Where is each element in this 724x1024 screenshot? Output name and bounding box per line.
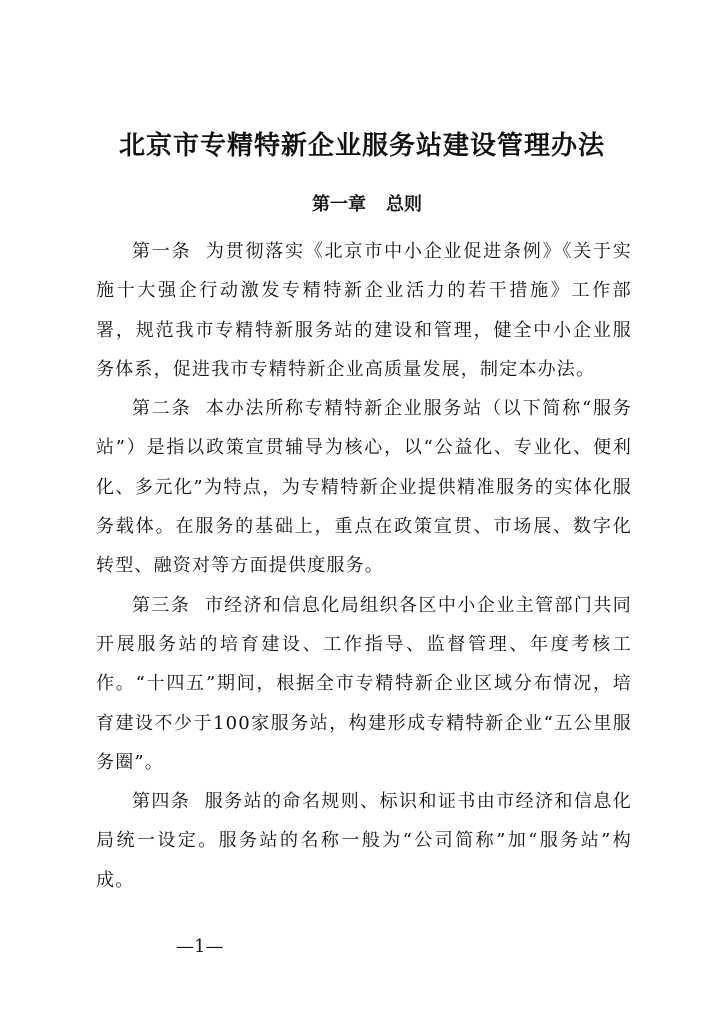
page-number: —1— xyxy=(176,936,224,957)
article-text: 为贯彻落实《北京市中小企业促进条例》《关于实施十大强企行动激发专精特新企业活力的若干措施》工作部署，规范我市专精特新服务站的建设和管理，健全中小企业服务体系，促进我市专精特新企业高质量发展，制定本办法。 xyxy=(96,241,632,380)
article-text: 本办法所称专精特新企业服务站（以下简称“服务站”）是指以政策宣贯辅导为核心，以“公益化、专业化、便利化、多元化”为特点，为专精特新企业提供精准服务的实体化服务载体。在服务的基础上，重点在政策宣贯、市场展、数字化转型、融资对等方面提供度服务。 xyxy=(96,398,632,577)
chapter-name: 总则 xyxy=(386,194,422,215)
article-text: 服务站的命名规则、标识和证书由市经济和信息化局统一设定。服务站的名称一般为“公司简称”加“服务站”构成。 xyxy=(96,791,632,891)
article-text: 市经济和信息化局组织各区中小企业主管部门共同开展服务站的培育建设、工作指导、监督管理、年度考核工作。“十四五”期间，根据全市专精特新企业区域分布情况，培育建设不少于100家服务站，构建形成专精特新企业“五公里服务圈”。 xyxy=(96,594,632,773)
article-3 xyxy=(96,586,632,782)
article-number: 第四条 xyxy=(132,791,191,813)
chapter-number: 第一章 xyxy=(312,194,366,215)
article-1 xyxy=(96,232,632,389)
article-number: 第二条 xyxy=(132,398,192,420)
chapter-heading xyxy=(0,192,724,218)
article-number: 第三条 xyxy=(132,594,191,616)
article-2 xyxy=(96,389,632,585)
article-number: 第一条 xyxy=(132,241,192,262)
document-title: 北京市专精特新企业服务站建设管理办法 xyxy=(118,131,605,161)
article-4 xyxy=(96,782,632,900)
document-body xyxy=(96,232,632,900)
